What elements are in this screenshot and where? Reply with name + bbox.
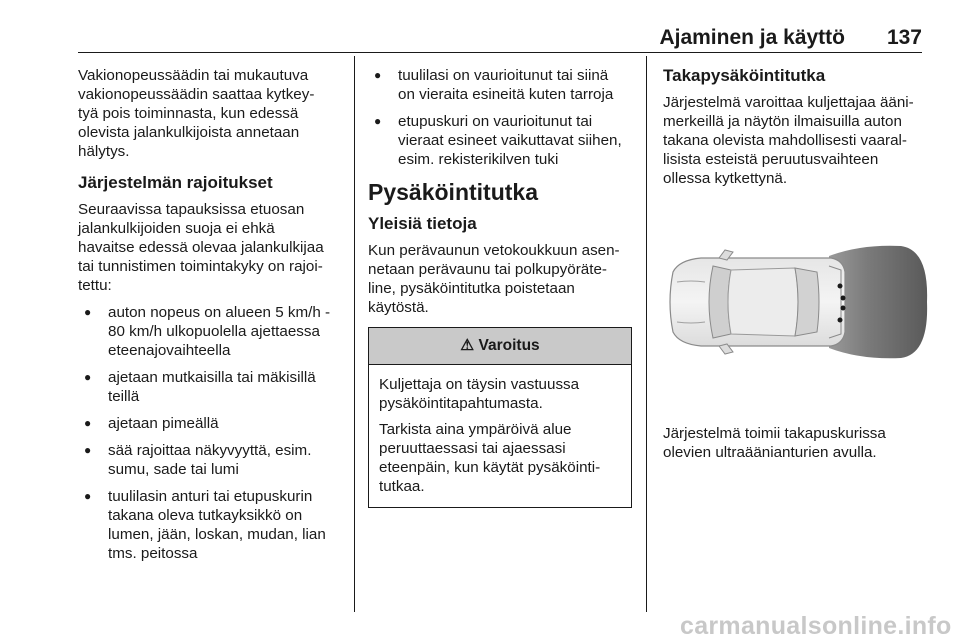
warning-paragraph: Kuljettaja on täysin vastuussa pysäköintitapahtumasta.	[379, 376, 580, 412]
watermark: carmanualsonline.info	[680, 612, 952, 640]
sensor-dot	[838, 284, 843, 289]
rear-radar-paragraph: Järjestelmä varoittaa kuljettajaa ääni- merkeillä ja näytön ilmaisuilla auton takana olevista mahdollisesti vaaral- lisista esteistä peruutusvaihteen ollessa kytkettynä.	[663, 94, 914, 187]
illustration-caption: Järjestelmä toimii takapuskurissa olevien ultraäänianturien avulla.	[663, 425, 886, 461]
page-header-title: Ajaminen ja käyttö	[659, 26, 845, 49]
list-item: ● ajetaan pimeällä	[78, 414, 348, 433]
section-heading: Pysäköintitutka	[368, 179, 538, 205]
list-item: ● tuulilasin anturi tai etupuskurin takana oleva tutkayksikkö on lumen, jään, loskan, mudan, lian tms. peitossa	[78, 487, 348, 563]
general-paragraph: Kun perävaunun vetokoukkuun asen- netaan perävaunu tai polkupyöräte- line, pysäköintitutka poistetaan käytöstä.	[368, 242, 620, 316]
list-item: ● tuulilasi on vaurioitunut tai siinä on vieraita esineitä kuten tarroja	[368, 66, 638, 104]
warning-box	[368, 327, 632, 508]
list-item: ● auton nopeus on alueen 5 km/h - 80 km/h ulkopuolella ajettaessa eteenajovaihteella	[78, 303, 348, 360]
warning-icon: ⚠	[460, 337, 475, 354]
warning-header	[369, 328, 631, 365]
list-item: ● sää rajoittaa näkyvyyttä, esim. sumu, sade tai lumi	[78, 441, 348, 479]
column-1	[78, 66, 348, 571]
sensor-dot	[841, 306, 846, 311]
list-item: ● ajetaan mutkaisilla tai mäkisillä teillä	[78, 368, 348, 406]
column-divider-2	[646, 56, 647, 612]
list-item: ● etupuskuri on vaurioitunut tai vieraat esineet vaikuttavat siihen, esim. rekisterikilven tuki	[368, 112, 638, 169]
limits-list	[78, 303, 348, 563]
subsection-heading: Yleisiä tietoja	[368, 214, 477, 233]
column-divider-1	[354, 56, 355, 612]
column-2	[368, 66, 638, 508]
car-sensor-illustration	[661, 242, 929, 362]
warning-title: Varoitus	[478, 337, 540, 354]
intro-paragraph: Vakionopeussäädin tai mukautuva vakionopeussäädin saattaa kytkey- tyä pois toiminnasta, kun edessä olevista jalankulkijoista annetaan hälytys.	[78, 67, 315, 160]
sensor-dot	[838, 318, 843, 323]
limits-list-continued	[368, 66, 638, 169]
column-3	[663, 66, 943, 196]
warning-paragraph: Tarkista aina ympäröivä alue peruuttaessasi tai ajaessasi eteenpäin, kun käytät pysäköinti- tutkaa.	[379, 421, 601, 495]
page-number: 137	[886, 26, 922, 49]
header-rule	[78, 52, 922, 53]
warning-body	[369, 365, 631, 507]
sensor-dot	[841, 296, 846, 301]
limits-paragraph: Seuraavissa tapauksissa etuosan jalankulkijoiden suoja ei ehkä havaitse edessä olevaa jalankulkijaa tai tunnistimen toimintakyky on rajoi- tettu:	[78, 201, 324, 294]
rear-radar-heading: Takapysäköintitutka	[663, 66, 826, 85]
limits-heading: Järjestelmän rajoitukset	[78, 173, 273, 192]
